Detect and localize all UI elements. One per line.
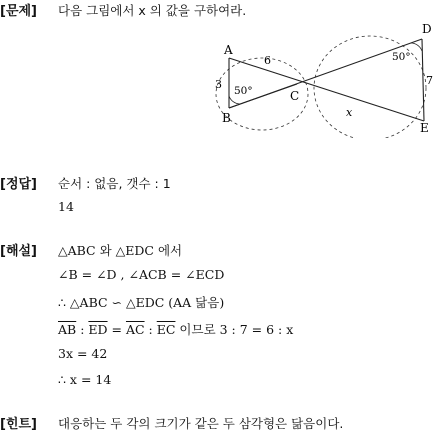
segment-bd xyxy=(229,39,422,108)
angle-d-arc xyxy=(411,43,422,51)
answer-tag: [정답] xyxy=(0,177,37,192)
label-c: C xyxy=(290,89,300,103)
hint-tag: [힌트] xyxy=(0,417,37,432)
angle-b-label: 50° xyxy=(234,85,253,97)
solution-line-4-tail: 이므로 3 : 7 = 6 : x xyxy=(179,322,294,337)
side-de-label: 7 xyxy=(426,74,433,87)
segment-ac-text: $\overline{AC}$ xyxy=(125,322,145,337)
angle-d-label: 50° xyxy=(392,51,411,63)
solution-line-6: ∴ x = 14 xyxy=(58,372,112,387)
label-a: A xyxy=(224,43,233,57)
segment-ec-text: $\overline{EC}$ xyxy=(156,322,176,337)
segment-ab-text: $\overline{AB}$ xyxy=(58,322,77,337)
triangle-figure xyxy=(210,18,434,138)
problem-text: 다음 그림에서 x 의 값을 구하여라. xyxy=(58,3,247,18)
solution-line-5: 3x = 42 xyxy=(58,346,108,361)
solution-tag: [해설] xyxy=(0,244,37,259)
answer-line-2: 14 xyxy=(58,199,74,214)
solution-line-4: $\overline{AB}$ : $\overline{ED} = \overline{AC}$ : $\overline{EC}$ 이므로 3 : 7 = 6 : x xyxy=(58,322,294,337)
segment-ae xyxy=(229,58,424,121)
segment-ed-text: $\overline{ED}$ xyxy=(88,322,108,337)
solution-line-2: ∠B = ∠D , ∠ACB = ∠ECD xyxy=(58,267,225,282)
label-d: D xyxy=(422,22,432,36)
hint-text: 대응하는 두 각의 크기가 같은 두 삼각형은 닮음이다. xyxy=(58,416,344,431)
segment-de xyxy=(422,39,424,121)
label-b: B xyxy=(222,111,231,125)
solution-line-3: ∴ △ABC ∽ △EDC (AA 닮음) xyxy=(58,295,225,310)
solution-line-1: △ABC 와 △EDC 에서 xyxy=(58,243,183,258)
side-ac-label: 6 xyxy=(264,54,271,67)
side-ce-label: x xyxy=(346,106,353,119)
angle-b-arc xyxy=(229,96,240,104)
label-e: E xyxy=(420,121,429,135)
answer-line-1: 순서 : 없음, 갯수 : 1 xyxy=(58,176,171,191)
problem-tag: [문제] xyxy=(0,4,37,19)
side-ab-label: 3 xyxy=(215,78,222,91)
